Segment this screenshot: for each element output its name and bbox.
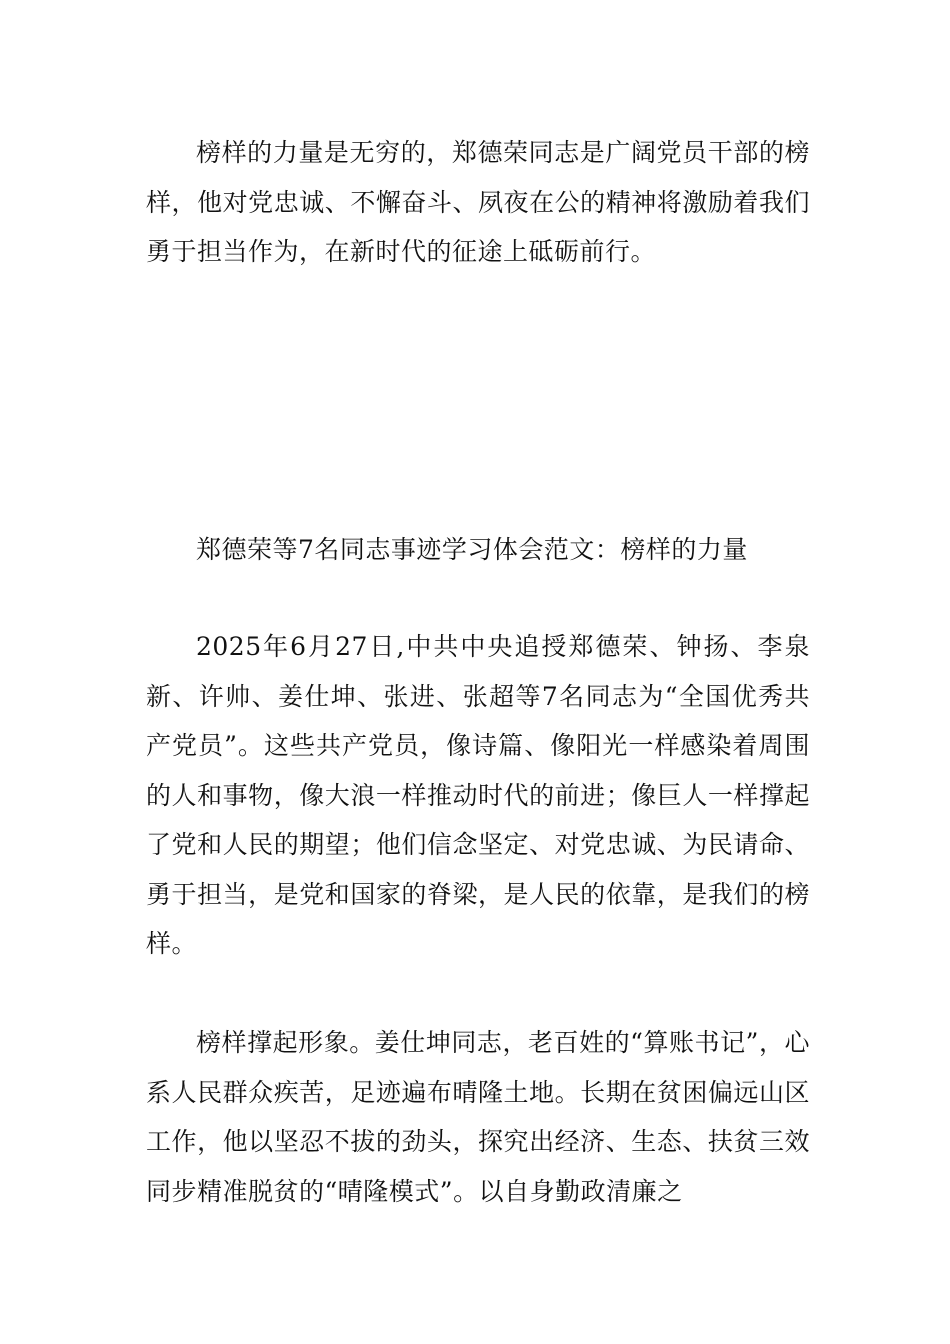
intro-paragraph: 榜样的力量是无穷的，郑德荣同志是广阔党员干部的榜样，他对党忠诚、不懈奋斗、夙夜在公的精神将激励着我们勇于担当作为，在新时代的征途上砥砺前行。	[146, 138, 810, 266]
body-paragraph-1: 2025年6月27日,中共中央追授郑德荣、钟扬、李泉新、许帅、姜仕坤、张进、张超等7名同志为“全国优秀共产党员”。这些共产党员，像诗篇、像阳光一样感染着周围的人和事物，像大浪一样推动时代的前进；像巨人一样撑起了党和人民的期望；他们信念坚定、对党忠诚、为民请命、勇于担当，是党和国家的脊梁，是人民的依靠，是我们的榜样。	[146, 632, 810, 958]
article-title: 郑德荣等7名同志事迹学习体会范文：榜样的力量	[196, 535, 748, 564]
body-paragraph-2: 榜样撑起形象。姜仕坤同志，老百姓的“算账书记”，心系人民群众疾苦，足迹遍布晴隆土地。长期在贫困偏远山区工作，他以坚忍不拔的劲头，探究出经济、生态、扶贫三效同步精准脱贫的“晴隆模式”。以自身勤政清廉之	[146, 1028, 810, 1206]
